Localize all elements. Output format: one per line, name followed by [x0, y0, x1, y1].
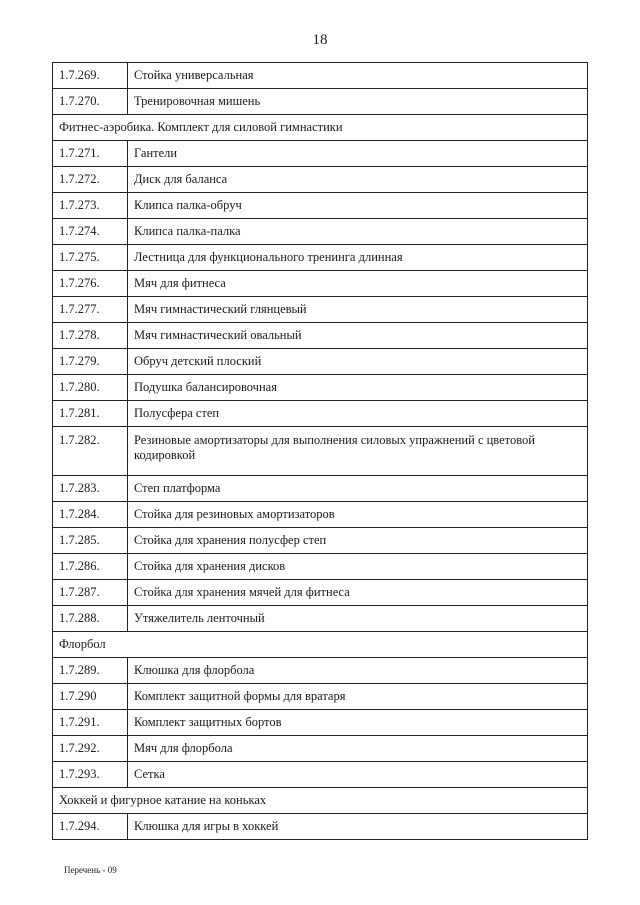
- table-row: [53, 554, 588, 580]
- table-row: [53, 401, 588, 427]
- table-row: [53, 219, 588, 245]
- item-name: Клипса палка-обруч: [128, 193, 588, 219]
- section-title: Флорбол: [53, 632, 588, 658]
- item-code: 1.7.281.: [53, 401, 128, 427]
- section-title: Хоккей и фигурное катание на коньках: [53, 788, 588, 814]
- item-code: 1.7.279.: [53, 349, 128, 375]
- section-title: Фитнес-аэробика. Комплект для силовой гимнастики: [53, 115, 588, 141]
- item-name: Стойка универсальная: [128, 63, 588, 89]
- item-code: 1.7.289.: [53, 658, 128, 684]
- item-code: 1.7.270.: [53, 89, 128, 115]
- section-row: [53, 788, 588, 814]
- table-row: [53, 580, 588, 606]
- item-name: Сетка: [128, 762, 588, 788]
- item-name: Диск для баланса: [128, 167, 588, 193]
- item-name: Мяч для флорбола: [128, 736, 588, 762]
- item-code: 1.7.275.: [53, 245, 128, 271]
- item-code: 1.7.284.: [53, 502, 128, 528]
- item-code: 1.7.278.: [53, 323, 128, 349]
- item-name: Гантели: [128, 141, 588, 167]
- table-row: [53, 245, 588, 271]
- item-code: 1.7.273.: [53, 193, 128, 219]
- table-row: [53, 658, 588, 684]
- table-row: [53, 323, 588, 349]
- item-code: 1.7.292.: [53, 736, 128, 762]
- item-code: 1.7.285.: [53, 528, 128, 554]
- page-number: 18: [312, 32, 328, 48]
- item-code: 1.7.294.: [53, 814, 128, 840]
- item-name: Мяч гимнастический овальный: [128, 323, 588, 349]
- item-name: Стойка для хранения полусфер степ: [128, 528, 588, 554]
- table-row: [53, 167, 588, 193]
- item-name: Комплект защитной формы для вратаря: [128, 684, 588, 710]
- item-name: Стойка для хранения дисков: [128, 554, 588, 580]
- table-row: [53, 297, 588, 323]
- table-row: [53, 502, 588, 528]
- item-code: 1.7.288.: [53, 606, 128, 632]
- item-code: 1.7.291.: [53, 710, 128, 736]
- item-name: Тренировочная мишень: [128, 89, 588, 115]
- table-row: [53, 427, 588, 476]
- table-row: [53, 814, 588, 840]
- table-row: [53, 193, 588, 219]
- item-code: 1.7.280.: [53, 375, 128, 401]
- item-name: Комплект защитных бортов: [128, 710, 588, 736]
- table-row: [53, 349, 588, 375]
- table-row: [53, 271, 588, 297]
- table-row: [53, 63, 588, 89]
- item-code: 1.7.282.: [53, 427, 128, 476]
- item-name: Мяч для фитнеса: [128, 271, 588, 297]
- equipment-table-body: [53, 63, 588, 840]
- table-row: [53, 762, 588, 788]
- item-name: Стойка для хранения мячей для фитнеса: [128, 580, 588, 606]
- item-name: Полусфера степ: [128, 401, 588, 427]
- item-name: Резиновые амортизаторы для выполнения силовых упражнений с цветовой кодировкой: [128, 427, 588, 476]
- item-name: Клипса палка-палка: [128, 219, 588, 245]
- table-row: [53, 528, 588, 554]
- item-code: 1.7.293.: [53, 762, 128, 788]
- item-name: Лестница для функционального тренинга длинная: [128, 245, 588, 271]
- item-code: 1.7.290: [53, 684, 128, 710]
- item-name: Клюшка для игры в хоккей: [128, 814, 588, 840]
- page-footer: Перечень - 09: [64, 865, 117, 875]
- table-row: [53, 710, 588, 736]
- table-row: [53, 684, 588, 710]
- section-row: [53, 115, 588, 141]
- item-code: 1.7.269.: [53, 63, 128, 89]
- table-row: [53, 476, 588, 502]
- item-name: Мяч гимнастический глянцевый: [128, 297, 588, 323]
- item-name: Стойка для резиновых амортизаторов: [128, 502, 588, 528]
- item-code: 1.7.276.: [53, 271, 128, 297]
- table-row: [53, 736, 588, 762]
- item-code: 1.7.272.: [53, 167, 128, 193]
- item-code: 1.7.277.: [53, 297, 128, 323]
- item-code: 1.7.271.: [53, 141, 128, 167]
- item-name: Степ платформа: [128, 476, 588, 502]
- item-name: Обруч детский плоский: [128, 349, 588, 375]
- item-code: 1.7.287.: [53, 580, 128, 606]
- section-row: [53, 632, 588, 658]
- table-row: [53, 606, 588, 632]
- item-code: 1.7.283.: [53, 476, 128, 502]
- item-code: 1.7.286.: [53, 554, 128, 580]
- equipment-table: [52, 62, 588, 840]
- item-name: Клюшка для флорбола: [128, 658, 588, 684]
- item-name: Подушка балансировочная: [128, 375, 588, 401]
- item-code: 1.7.274.: [53, 219, 128, 245]
- table-row: [53, 141, 588, 167]
- table-row: [53, 89, 588, 115]
- item-name: Утяжелитель ленточный: [128, 606, 588, 632]
- table-row: [53, 375, 588, 401]
